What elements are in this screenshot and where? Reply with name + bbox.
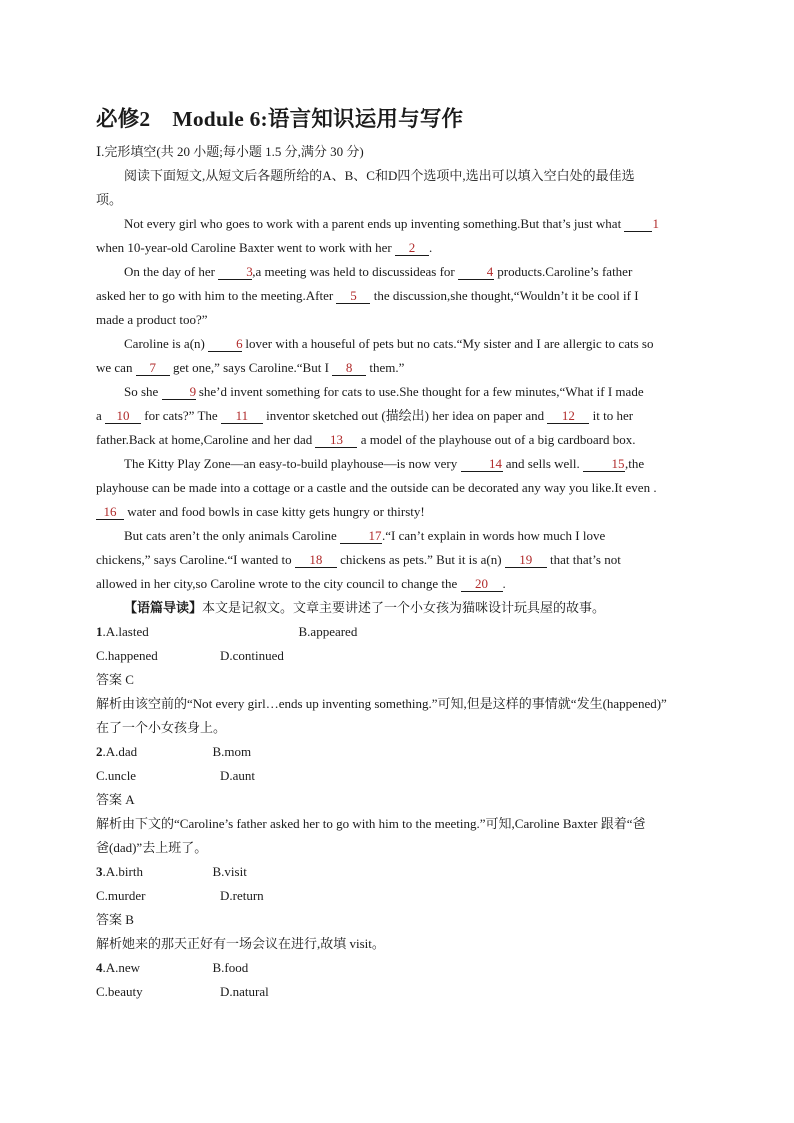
- worksheet-page: [96, 104, 698, 1004]
- reading-guide: [96, 596, 698, 620]
- option-d[interactable]: D.aunt: [220, 768, 256, 783]
- passage-line: a 10 for cats?” The 11 inventor sketched out (描绘出) her idea on paper and 12 it to her: [96, 408, 634, 423]
- option-c[interactable]: C.murder: [96, 888, 146, 903]
- question-options-row: [96, 740, 698, 764]
- passage-line: allowed in her city,so Caroline wrote to the city council to change the 20 .: [96, 576, 506, 591]
- answer-line: 答案 C: [96, 672, 134, 687]
- passage-line: made a product too?”: [96, 312, 208, 327]
- option-b[interactable]: B.visit: [212, 864, 247, 879]
- page-title: [96, 104, 698, 134]
- blank-8: 8: [332, 360, 366, 376]
- passage-line: chickens,” says Caroline.“I wanted to 18 chickens as pets.” But it is a(n) 19 that that’s not: [96, 552, 621, 567]
- option-b[interactable]: B.appeared: [298, 624, 358, 639]
- passage-line: The Kitty Play Zone—an easy-to-build playhouse—is now very 14 and sells well. 15,the: [124, 456, 645, 471]
- blank-5: 5: [336, 288, 370, 304]
- answer-line: 答案 A: [96, 792, 135, 807]
- option-b[interactable]: B.food: [212, 960, 249, 975]
- explanation-line: 解析由该空前的“Not every girl…ends up inventing something.”可知,但是这样的事情就“发生(happened)”: [96, 696, 667, 711]
- question-list: [96, 620, 698, 1004]
- passage-line: father.Back at home,Caroline and her dad 13 a model of the playhouse out of a big cardboard box.: [96, 432, 636, 447]
- option-c[interactable]: C.happened: [96, 648, 158, 663]
- passage-line: On the day of her 3,a meeting was held to discussideas for 4 products.Caroline’s father: [124, 264, 633, 279]
- explanation-line: 解析她来的那天正好有一场会议在进行,故填 visit。: [96, 936, 385, 951]
- passage-line: So she 9 she’d invent something for cats to use.She thought for a few minutes,“What if I made: [124, 384, 644, 399]
- question-options-row: [96, 980, 698, 1004]
- passage-line: 16 water and food bowls in case kitty gets hungry or thirsty!: [96, 500, 698, 524]
- option-a[interactable]: .A.new: [102, 960, 141, 975]
- passage-line: Not every girl who goes to work with a parent ends up inventing something.But that’s just what 1: [124, 216, 659, 231]
- option-a[interactable]: .A.lasted: [102, 624, 149, 639]
- blank-2: 2: [395, 240, 429, 256]
- blank-4: 4: [458, 264, 494, 280]
- option-a[interactable]: .A.birth: [102, 864, 143, 879]
- question-options-row: [96, 860, 698, 884]
- blank-14: 14: [461, 456, 503, 472]
- blank-18: 18: [295, 552, 337, 568]
- question-options-row: [96, 764, 698, 788]
- blank-19: 19: [505, 552, 547, 568]
- option-d[interactable]: D.continued: [220, 648, 284, 663]
- question-options-row: [96, 620, 698, 644]
- option-c[interactable]: C.uncle: [96, 768, 137, 783]
- blank-13: 13: [315, 432, 357, 448]
- guide-text: 本文是记叙文。文章主要讲述了一个小女孩为猫咪设计玩具屋的故事。: [202, 600, 606, 615]
- question-options-row: [96, 884, 698, 908]
- question-number: 3: [96, 864, 103, 879]
- question-number: 2: [96, 744, 103, 759]
- blank-9: 9: [162, 384, 196, 400]
- title-module: Module 6:语言知识运用与写作: [172, 107, 464, 131]
- passage-line: asked her to go with him to the meeting.After 5 the discussion,she thought,“Wouldn’t it be cool if I: [96, 288, 639, 303]
- blank-3: 3: [218, 264, 252, 280]
- question-options-row: [96, 956, 698, 980]
- option-b[interactable]: B.mom: [212, 744, 252, 759]
- answer-line: 答案 B: [96, 912, 134, 927]
- blank-15: 15: [583, 456, 625, 472]
- passage-line: playhouse can be made into a cottage or a castle and the outside can be decorated any way you like.It even .: [96, 480, 657, 495]
- guide-label: 【语篇导读】: [124, 600, 203, 615]
- blank-16: 16: [96, 504, 124, 520]
- passage-line: But cats aren’t the only animals Caroline 17.“I can’t explain in words how much I love: [124, 528, 606, 543]
- question-options-row: [96, 644, 698, 668]
- passage-line: we can 7 get one,” says Caroline.“But I 8 them.”: [96, 360, 405, 375]
- instructions-line: 阅读下面短文,从短文后各题所给的A、B、C和D四个选项中,选出可以填入空白处的最佳选: [124, 168, 635, 183]
- blank-1: 1: [624, 216, 652, 232]
- blank-11: 11: [221, 408, 263, 424]
- title-volume: 必修2: [96, 107, 151, 131]
- option-c[interactable]: C.beauty: [96, 984, 143, 999]
- blank-12: 12: [547, 408, 589, 424]
- passage-line: Caroline is a(n) 6 lover with a houseful of pets but no cats.“My sister and I are allergic to cats so: [124, 336, 654, 351]
- explanation-line: 爸(dad)”去上班了。: [96, 840, 208, 855]
- explanation-line: 解析由下文的“Caroline’s father asked her to go with him to the meeting.”可知,Caroline Baxter 跟着“爸: [96, 816, 646, 831]
- question-number: 1: [96, 624, 103, 639]
- blank-7: 7: [136, 360, 170, 376]
- instructions-line: 项。: [96, 192, 123, 207]
- option-a[interactable]: .A.dad: [102, 744, 138, 759]
- blank-10: 10: [105, 408, 141, 424]
- option-d[interactable]: D.return: [220, 888, 264, 903]
- option-d[interactable]: D.natural: [220, 984, 269, 999]
- question-number: 4: [96, 960, 103, 975]
- passage-line: when 10-year-old Caroline Baxter went to work with her 2 .: [96, 240, 433, 255]
- section-heading: Ⅰ.完形填空(共 20 小题;每小题 1.5 分,满分 30 分): [96, 144, 364, 159]
- blank-6: 6: [208, 336, 242, 352]
- blank-17: 17: [340, 528, 382, 544]
- explanation-line: 在了一个小女孩身上。: [96, 720, 227, 735]
- blank-20: 20: [461, 576, 503, 592]
- cloze-passage: [96, 212, 698, 596]
